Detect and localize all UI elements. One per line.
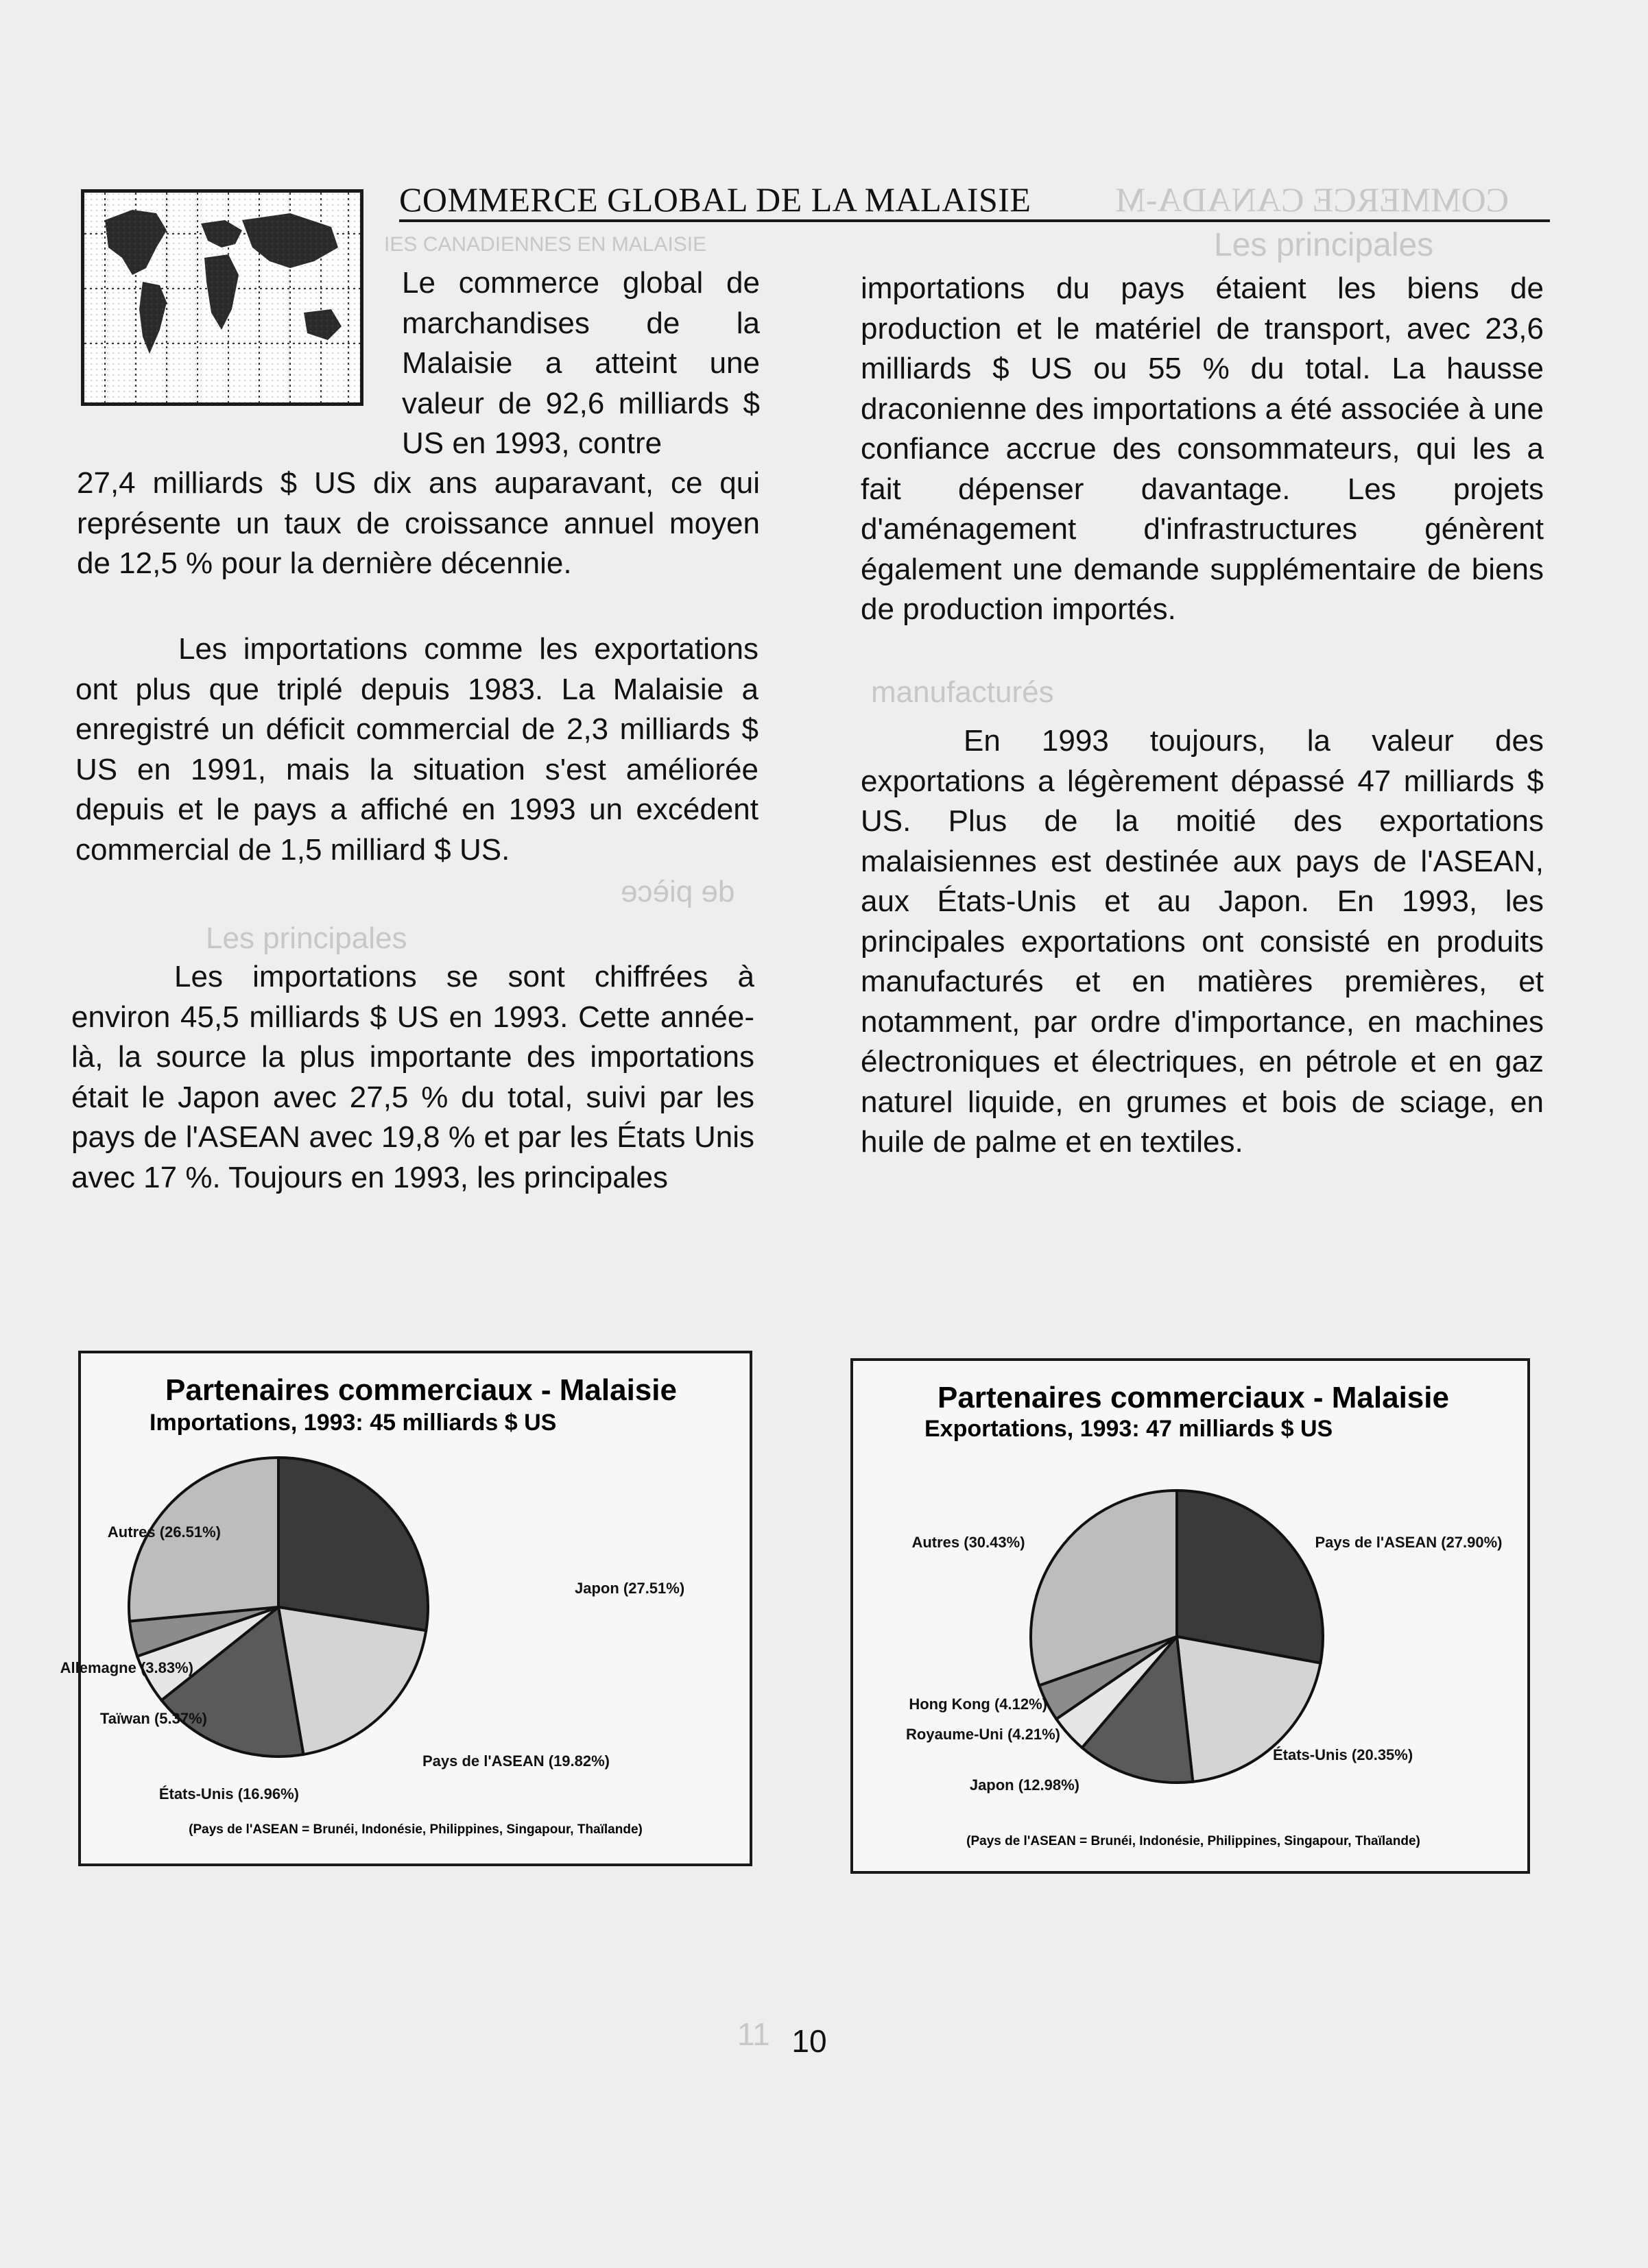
world-map-icon bbox=[84, 193, 360, 402]
page-number: 10 bbox=[791, 2023, 827, 2059]
chart-title: Partenaires commerciaux - Malaisie bbox=[165, 1373, 677, 1407]
exports-pie bbox=[906, 1491, 1502, 1794]
imports-pie bbox=[60, 1458, 685, 1802]
bleed-line-a: manufacturés bbox=[871, 675, 1054, 709]
paragraph-imports-continued: importations du pays étaient les biens de production et le matériel de transport, avec 23,6 milliards $ US ou 55 % du total. La hausse draconienne des importations a été associée à une confiance accrue des consommateurs, qui les a fait dépenser davantage. Les projets d'aménagement d'infrastructures génèrent également une demande supplémentaire de biens de production importés. bbox=[861, 272, 1544, 626]
pie-slice-label: Autres (26.51%) bbox=[107, 1523, 221, 1541]
pie-slice-label: Hong Kong (4.12%) bbox=[909, 1696, 1047, 1713]
pie-slice-label: Autres (30.43%) bbox=[911, 1534, 1025, 1551]
bleed-header: COMMERCE CANADA-M bbox=[1115, 180, 1509, 219]
pie-slice bbox=[278, 1458, 428, 1630]
paragraph-imports: Les importations se sont chiffrées à environ 45,5 milliards $ US en 1993. Cette année-là, la source la plus importante des importations était le Japon avec 27,5 % du total, suivi par les pays de l'ASEAN avec 19,8 % et par les États Unis avec 17 %. Toujours en 1993, les principales bbox=[71, 960, 754, 1194]
exports-pie-chart bbox=[850, 1358, 1530, 1874]
pie-slice-label: Japon (27.51%) bbox=[575, 1580, 685, 1597]
chart-subtitle: Importations, 1993: 45 milliards $ US bbox=[150, 1410, 557, 1436]
bleed-line-b: de pièce bbox=[621, 875, 735, 908]
chart-footnote: (Pays de l'ASEAN = Brunéi, Indonésie, Philippines, Singapour, Thaïlande) bbox=[966, 1834, 1420, 1848]
pie-slice-label: Japon (12.98%) bbox=[969, 1776, 1079, 1794]
pie-slice-label: Royaume-Uni (4.21%) bbox=[906, 1726, 1060, 1743]
pie-slice-label: Pays de l'ASEAN (27.90%) bbox=[1315, 1534, 1503, 1551]
bleed-line-c: Les principales bbox=[206, 921, 407, 955]
chart-title: Partenaires commerciaux - Malaisie bbox=[938, 1381, 1449, 1414]
pie-slice bbox=[1177, 1491, 1323, 1663]
world-map-emblem bbox=[81, 189, 363, 406]
chart-subtitle: Exportations, 1993: 47 milliards $ US bbox=[924, 1416, 1333, 1442]
chart-footnote: (Pays de l'ASEAN = Brunéi, Indonésie, Philippines, Singapour, Thaïlande) bbox=[189, 1822, 643, 1837]
imports-pie-chart bbox=[60, 1351, 752, 1866]
imports-pie-svg bbox=[60, 1353, 750, 1863]
pie-slice-label: Allemagne (3.83%) bbox=[60, 1659, 193, 1676]
bleed-footer-num: 11 bbox=[737, 2016, 770, 2052]
bleed-small-caps: IES CANADIENNES EN MALAISIE bbox=[384, 233, 707, 256]
bleed-subheading: Les principales bbox=[1214, 227, 1434, 263]
pie-slice-label: Taïwan (5.37%) bbox=[99, 1710, 207, 1727]
pie-slice-label: États-Unis (16.96%) bbox=[158, 1785, 299, 1802]
pie-slice-label: Pays de l'ASEAN (19.82%) bbox=[422, 1752, 610, 1770]
paragraph-exports: En 1993 toujours, la valeur des exportations a légèrement dépassé 47 milliards $ US. Plus de la moitié des exportations malaisiennes est destinée aux pays de l'ASEAN, aux États-Unis et au Japon. En 1993, les principales exportations ont consisté en produits manufacturés et en matières premières, et notamment, par ordre d'importance, en machines électroniques et électriques, en pétrole et en gaz naturel liquide, en grumes et bois de sciage, en huile de palme et en textiles. bbox=[861, 724, 1544, 1159]
section-title: COMMERCE GLOBAL DE LA MALAISIE bbox=[399, 180, 1550, 222]
exports-pie-svg bbox=[853, 1361, 1527, 1871]
paragraph-trade-balance: Les importations comme les exportations ont plus que triplé depuis 1983. La Malaisie a enregistré un déficit commercial de 2,3 milliards $ US en 1991, mais la situation s'est améliorée depuis et le pays a affiché en 1993 un excédent commercial de 1,5 milliard $ US. bbox=[75, 632, 759, 867]
pie-slice-label: États-Unis (20.35%) bbox=[1273, 1746, 1413, 1763]
paragraph-intro-top: Le commerce global de marchandises de la Malaisie a atteint une valeur de 92,6 milliards $ US en 1993, contre bbox=[402, 266, 760, 460]
paragraph-intro-rest: 27,4 milliards $ US dix ans auparavant, ce qui représente un taux de croissance annuel moyen de 12,5 % pour la dernière décennie. bbox=[77, 466, 760, 580]
